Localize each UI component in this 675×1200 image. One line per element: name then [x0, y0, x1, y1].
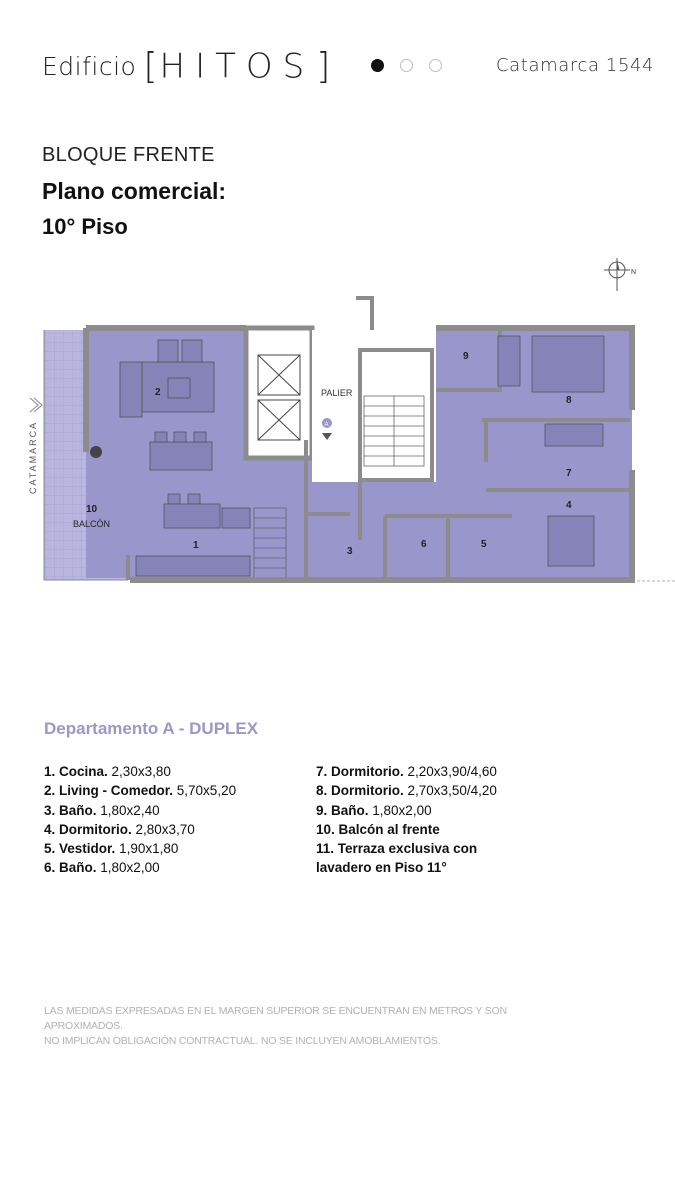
room-6-label: 6: [421, 539, 427, 550]
block-title: BLOQUE FRENTE: [42, 144, 215, 166]
page-dot-3[interactable]: [429, 59, 442, 72]
room-1-label: 1: [193, 540, 199, 551]
column-icon: [90, 446, 102, 458]
department-title: Departamento A - DUPLEX: [44, 719, 259, 738]
floor-title: 10° Piso: [42, 214, 128, 239]
street-label: CATAMARCA: [28, 420, 38, 494]
compass-icon: [604, 258, 630, 291]
brand-bracket-open: [: [143, 46, 158, 87]
legend-item: 5. Vestidor. 1,90x1,80: [44, 841, 179, 857]
legend-item: 9. Baño. 1,80x2,00: [316, 802, 432, 818]
room-4-label: 4: [566, 500, 572, 511]
disclaimer-line-2: NO IMPLICAN OBLIGACIÓN CONTRACTUAL. NO SE INCLUYEN AMOBLAMIENTOS.: [44, 1035, 441, 1047]
disclaimer: [44, 1004, 564, 1049]
page-dot-1[interactable]: [371, 59, 384, 72]
legend-item: 2. Living - Comedor. 5,70x5,20: [44, 783, 237, 799]
legend-left: [44, 762, 304, 878]
street-arrow-icon: [30, 398, 42, 412]
legend-item: 8. Dormitorio. 2,70x3,50/4,20: [316, 783, 497, 799]
room-5-label: 5: [481, 539, 487, 550]
brand-prefix: Edificio: [42, 52, 137, 81]
brand-bracket-close: ]: [316, 46, 331, 87]
legend-right: [316, 762, 536, 878]
plan-title: Plano comercial:: [42, 178, 227, 204]
palier-label: PALIER: [321, 388, 353, 398]
balcony-area: [44, 330, 86, 580]
floor-plan: [0, 255, 675, 600]
page-dot-2[interactable]: [400, 59, 413, 72]
room-9-label: 9: [463, 351, 469, 362]
page-indicator: [371, 59, 442, 72]
room-7-label: 7: [566, 468, 572, 479]
elevator-core: [246, 328, 312, 458]
legend-item: 10. Balcón al frente: [316, 821, 440, 837]
legend-item: 4. Dormitorio. 2,80x3,70: [44, 821, 195, 837]
legend-item: 11. Terraza exclusiva con: [316, 841, 478, 857]
balcony-label: BALCÓN: [73, 519, 111, 529]
room-2-label: 2: [155, 387, 161, 398]
legend-item: 3. Baño. 1,80x2,40: [44, 802, 160, 818]
legend-item: 6. Baño. 1,80x2,00: [44, 860, 160, 876]
elevator-marker-label: A: [324, 422, 329, 428]
legend-item: 7. Dormitorio. 2,20x3,90/4,60: [316, 764, 497, 779]
room-8-label: 8: [566, 395, 572, 406]
legend-item: 1. Cocina. 2,30x3,80: [44, 764, 171, 779]
room-10-label: 10: [86, 504, 98, 515]
room-3-label: 3: [347, 546, 353, 557]
brand-name: HITOS: [159, 46, 315, 87]
building-brand: [42, 46, 332, 87]
disclaimer-line-1: LAS MEDIDAS EXPRESADAS EN EL MARGEN SUPERIOR SE ENCUENTRAN EN METROS Y SON APROXIMADOS.: [44, 1005, 507, 1032]
compass-label: N: [631, 269, 637, 276]
address: Catamarca 1544: [496, 55, 655, 76]
legend-item: lavadero en Piso 11°: [316, 860, 447, 876]
